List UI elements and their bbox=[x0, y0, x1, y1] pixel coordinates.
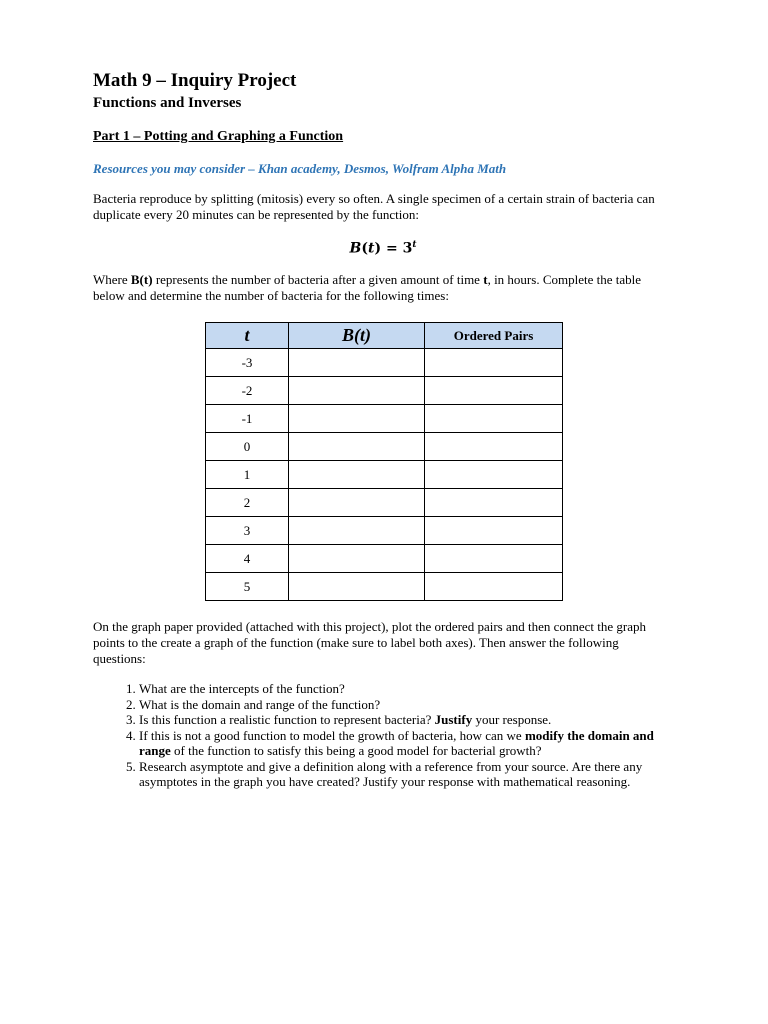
after-table-section bbox=[93, 619, 673, 790]
pair-cell[interactable] bbox=[425, 489, 563, 517]
bt-cell[interactable] bbox=[289, 517, 425, 545]
pair-cell[interactable] bbox=[425, 461, 563, 489]
pair-cell[interactable] bbox=[425, 517, 563, 545]
where-paragraph bbox=[93, 272, 673, 304]
table-row bbox=[206, 545, 563, 573]
q3-text-b: your response. bbox=[472, 712, 552, 727]
t-cell: 5 bbox=[206, 573, 289, 601]
pair-cell[interactable] bbox=[425, 377, 563, 405]
pair-cell[interactable] bbox=[425, 433, 563, 461]
pair-cell[interactable] bbox=[425, 349, 563, 377]
bt-cell[interactable] bbox=[289, 461, 425, 489]
bt-cell[interactable] bbox=[289, 405, 425, 433]
graph-paragraph: On the graph paper provided (attached with this project), plot the ordered pairs and then connect the graph points to the create a graph of the function (make sure to label both axes). Then answer the following questions: bbox=[93, 619, 647, 666]
document-subtitle: Functions and Inverses bbox=[93, 95, 242, 111]
bt-cell[interactable] bbox=[289, 545, 425, 573]
table-row bbox=[206, 377, 563, 405]
q3-bold: Justify bbox=[434, 712, 473, 727]
q4-bold: modify the domain and range bbox=[139, 727, 654, 758]
where-text-3: , in hours. Complete the table below and determine the number of bacteria for the following times: bbox=[93, 271, 642, 303]
t-cell: -2 bbox=[206, 377, 289, 405]
pair-cell[interactable] bbox=[425, 573, 563, 601]
question-4 bbox=[139, 728, 673, 759]
document-page bbox=[93, 70, 673, 789]
question-3 bbox=[139, 712, 673, 728]
bt-cell[interactable] bbox=[289, 377, 425, 405]
t-cell: 0 bbox=[206, 433, 289, 461]
t-cell: 3 bbox=[206, 517, 289, 545]
formula-base: 3 bbox=[402, 240, 413, 257]
header-bt: B(t) bbox=[289, 323, 425, 349]
t-cell: 4 bbox=[206, 545, 289, 573]
pair-cell[interactable] bbox=[425, 545, 563, 573]
bt-cell[interactable] bbox=[289, 349, 425, 377]
question-1: 1. What are the intercepts of the function? bbox=[139, 681, 673, 697]
bt-cell[interactable] bbox=[289, 433, 425, 461]
where-text-1: Where bbox=[93, 271, 131, 287]
table-row bbox=[206, 405, 563, 433]
part-heading: Part 1 – Potting and Graphing a Function bbox=[93, 129, 344, 144]
formula-var: t bbox=[367, 240, 375, 257]
formula-exponent: t bbox=[412, 240, 417, 250]
table-row bbox=[206, 573, 563, 601]
where-text-2: represents the number of bacteria after a given amount of time bbox=[152, 271, 484, 287]
formula-func: B bbox=[349, 240, 362, 257]
header-ordered-pairs: Ordered Pairs bbox=[425, 323, 563, 349]
where-bold-t: t bbox=[483, 271, 488, 287]
bt-cell[interactable] bbox=[289, 573, 425, 601]
q3-text-a: Is this function a realistic function to represent bacteria? bbox=[139, 712, 435, 727]
table-row bbox=[206, 517, 563, 545]
where-bold-bt: B(t) bbox=[130, 271, 153, 287]
q4-text-a: If this is not a good function to model the growth of bacteria, how can we bbox=[139, 727, 525, 743]
q4-text-b: of the function to satisfy this being a good model for bacterial growth? bbox=[170, 743, 542, 758]
t-cell: -1 bbox=[206, 405, 289, 433]
question-5: 5. Research asymptote and give a definition along with a reference from your source. Are there any asymptotes in the graph you have created? Justify your response with mathematical reasoning. bbox=[139, 759, 673, 790]
function-formula: B(t) = 3$^t$ bbox=[349, 240, 417, 257]
document-title: Math 9 – Inquiry Project bbox=[93, 70, 297, 91]
table-row bbox=[206, 461, 563, 489]
resources-line: Resources you may consider – Khan academy, Desmos, Wolfram Alpha Math bbox=[93, 161, 507, 176]
header-t: t bbox=[206, 323, 289, 349]
t-cell: -3 bbox=[206, 349, 289, 377]
question-2: 2. What is the domain and range of the function? bbox=[139, 697, 673, 713]
formula-equals: = bbox=[385, 240, 398, 257]
pair-cell[interactable] bbox=[425, 405, 563, 433]
values-table bbox=[205, 322, 563, 601]
questions-list bbox=[93, 681, 673, 790]
table-header-row bbox=[206, 323, 563, 349]
bt-cell[interactable] bbox=[289, 489, 425, 517]
table-row bbox=[206, 489, 563, 517]
t-cell: 2 bbox=[206, 489, 289, 517]
table-row bbox=[206, 433, 563, 461]
table-row bbox=[206, 349, 563, 377]
t-cell: 1 bbox=[206, 461, 289, 489]
intro-paragraph: Bacteria reproduce by splitting (mitosis) every so often. A single specimen of a certain strain of bacteria can duplicate every 20 minutes can be represented by the function: bbox=[93, 191, 655, 222]
